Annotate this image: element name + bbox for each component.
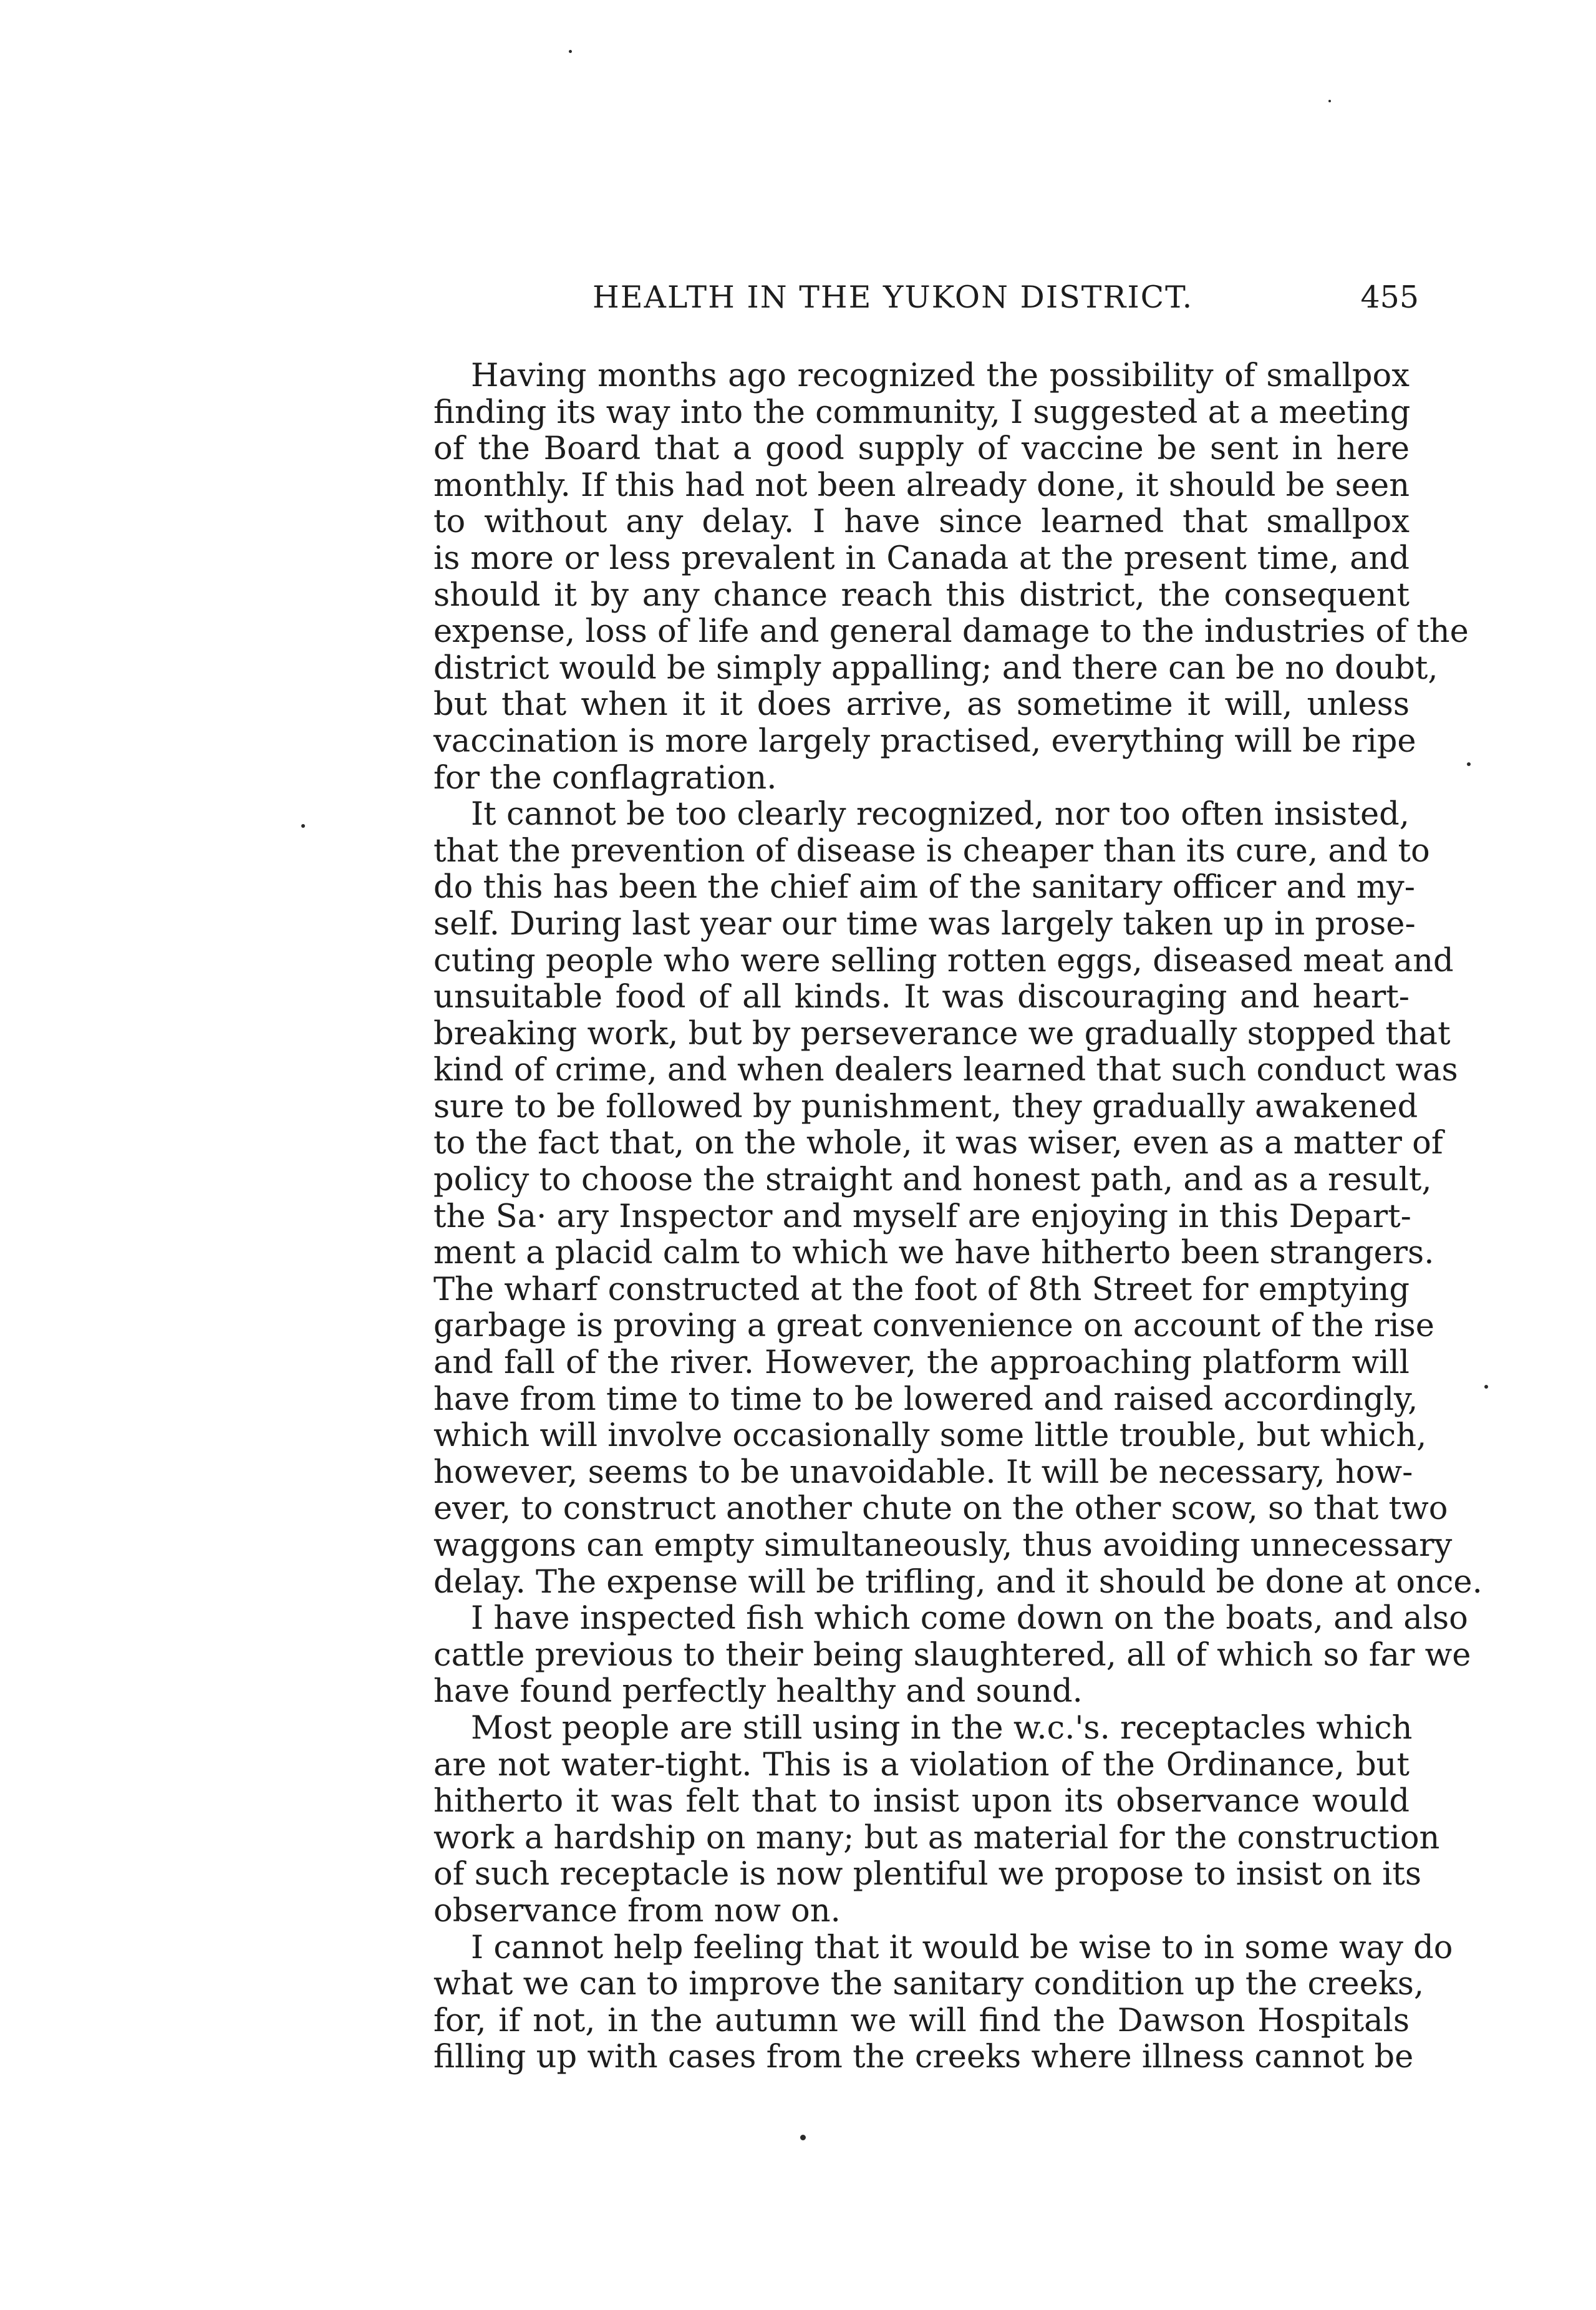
text-line: policy to choose the straight and honest path, and as a result, bbox=[433, 1162, 1432, 1199]
text-line: finding its way into the community, I suggested at a meeting bbox=[433, 394, 1411, 431]
text-line: cattle previous to their being slaughtered, all of which so far we bbox=[433, 1636, 1471, 1674]
text-line: which will involve occasionally some little trouble, but which, bbox=[433, 1417, 1427, 1455]
page-number: 455 bbox=[1360, 279, 1419, 315]
text-line: and fall of the river. However, the approaching platform will bbox=[433, 1344, 1410, 1382]
text-line: of such receptacle is now plentiful we propose to insist on its bbox=[433, 1856, 1422, 1893]
text-line: are not water-tight. This is a violation of the Ordinance, but bbox=[433, 1746, 1410, 1783]
text-line: to without any delay. I have since learned that smallpox bbox=[433, 503, 1410, 541]
text-line: vaccination is more largely practised, everything will be ripe bbox=[433, 722, 1416, 760]
text-line: cuting people who were selling rotten eggs, diseased meat and bbox=[433, 942, 1454, 979]
running-header bbox=[449, 279, 1419, 323]
text-line: delay. The expense will be trifling, and it should be done at once. bbox=[433, 1563, 1482, 1601]
text-line: district would be simply appalling; and there can be no doubt, bbox=[433, 649, 1438, 687]
text-line: Most people are still using in the w.c.'s. receptacles which bbox=[471, 1709, 1413, 1747]
body-text bbox=[433, 357, 1482, 2076]
text-line: unsuitable food of all kinds. It was discouraging and heart- bbox=[433, 979, 1410, 1016]
text-line: sure to be followed by punishment, they gradually awakened bbox=[433, 1088, 1418, 1125]
scan-speck bbox=[1328, 100, 1331, 102]
text-line: to the fact that, on the whole, it was wiser, even as a matter of bbox=[433, 1125, 1443, 1162]
text-line: that the prevention of disease is cheaper than its cure, and to bbox=[433, 832, 1430, 870]
text-line: have found perfectly healthy and sound. bbox=[433, 1673, 1083, 1711]
text-line: garbage is proving a great convenience on account of the rise bbox=[433, 1308, 1434, 1345]
scan-speck bbox=[1484, 1385, 1488, 1389]
scan-speck bbox=[301, 824, 305, 828]
text-line: work a hardship on many; but as material for the construction bbox=[433, 1819, 1440, 1856]
text-line: kind of crime, and when dealers learned that such conduct was bbox=[433, 1052, 1458, 1089]
running-title: HEALTH IN THE YUKON DISTRICT. bbox=[592, 279, 1194, 315]
text-line: what we can to improve the sanitary condition up the creeks, bbox=[433, 1966, 1424, 2003]
text-line: self. During last year our time was largely taken up in prose- bbox=[433, 905, 1416, 943]
text-line: breaking work, but by perseverance we gradually stopped that bbox=[433, 1015, 1451, 1052]
scan-speck bbox=[1467, 762, 1471, 766]
text-line: however, seems to be unavoidable. It will be necessary, how- bbox=[433, 1453, 1413, 1491]
text-line: is more or less prevalent in Canada at the present time, and bbox=[433, 540, 1410, 577]
text-line: filling up with cases from the creeks where illness cannot be bbox=[433, 2039, 1414, 2076]
text-line: for, if not, in the autumn we will find the Dawson Hospitals bbox=[433, 2002, 1410, 2039]
text-line: monthly. If this had not been already done, it should be seen bbox=[433, 467, 1410, 504]
text-line: observance from now on. bbox=[433, 1892, 841, 1929]
text-line: The wharf constructed at the foot of 8th Street for emptying bbox=[433, 1271, 1410, 1308]
text-line: I have inspected fish which come down on the boats, and also bbox=[471, 1600, 1468, 1638]
text-line: of the Board that a good supply of vaccine be sent in here bbox=[433, 430, 1410, 468]
text-line: expense, loss of life and general damage to the industries of the bbox=[433, 613, 1469, 651]
text-line: for the conflagration. bbox=[433, 759, 777, 797]
scan-speck bbox=[569, 50, 572, 53]
text-line: but that when it it does arrive, as sometime it will, unless bbox=[433, 686, 1410, 724]
text-line: I cannot help feeling that it would be wise to in some way do bbox=[471, 1929, 1453, 1966]
text-line: ment a placid calm to which we have hitherto been strangers. bbox=[433, 1235, 1434, 1272]
text-line: do this has been the chief aim of the sanitary officer and my- bbox=[433, 869, 1415, 906]
text-line: waggons can empty simultaneously, thus avoiding unnecessary bbox=[433, 1527, 1453, 1564]
text-line: should it by any chance reach this district, the consequent bbox=[433, 576, 1410, 614]
text-line: hitherto it was felt that to insist upon its observance would bbox=[433, 1783, 1410, 1820]
text-line: have from time to time to be lowered and raised accordingly, bbox=[433, 1381, 1418, 1418]
text-line: ever, to construct another chute on the other scow, so that two bbox=[433, 1490, 1448, 1528]
text-line: the Sa· ary Inspector and myself are enjoying in this Depart- bbox=[433, 1198, 1411, 1235]
text-line: It cannot be too clearly recognized, nor too often insisted, bbox=[471, 796, 1410, 833]
text-line: Having months ago recognized the possibility of smallpox bbox=[471, 357, 1410, 394]
scan-speck bbox=[800, 2135, 806, 2140]
